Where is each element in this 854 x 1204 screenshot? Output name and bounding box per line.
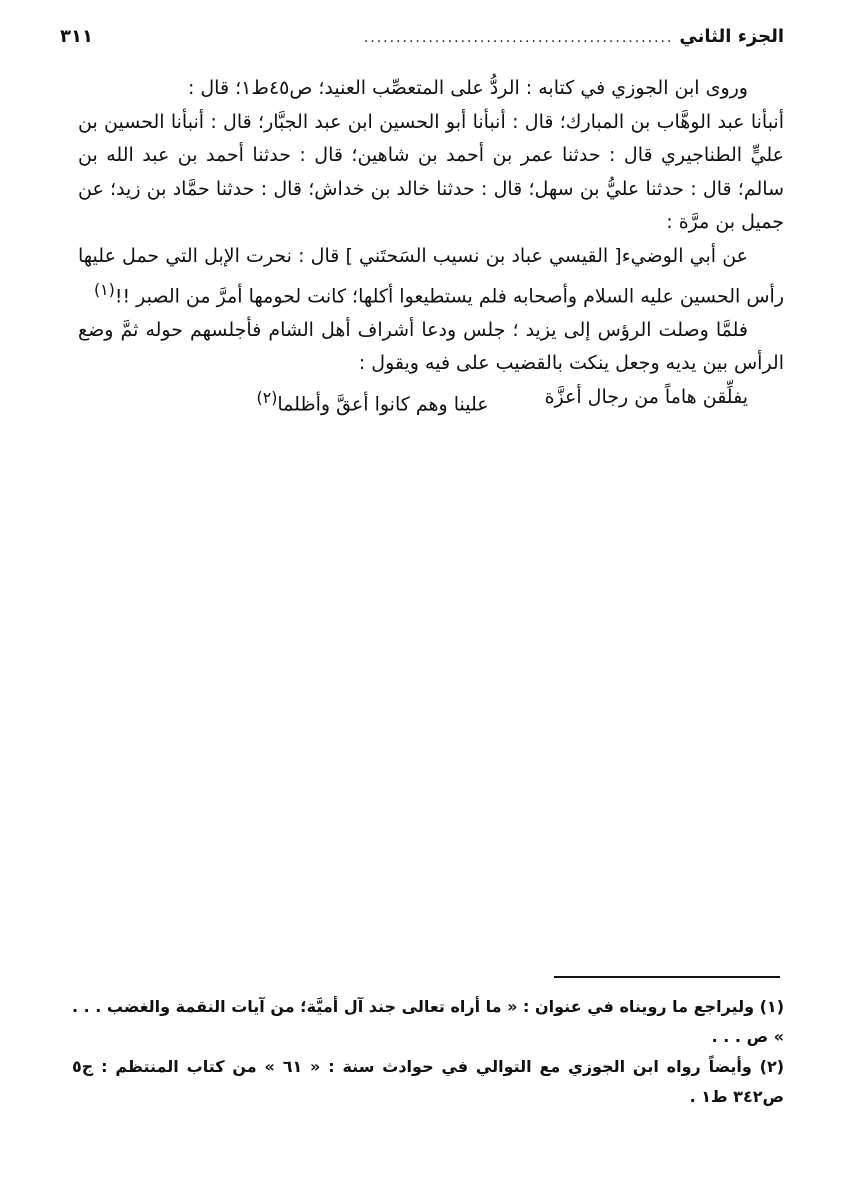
- verse-second-hemistich-text: علينا وهم كانوا أعقَّ وأظلما: [277, 393, 489, 416]
- main-text: [78, 72, 784, 422]
- poetry-verse: [78, 381, 784, 422]
- page-number: ٣١١: [60, 26, 93, 47]
- narration-text: عن أبي الوضيء[ القيسي عباد بن نسيب السَحتَني ] قال : نحرت الإبل التي حمل عليها رأس الحسين عليه السلام وأصحابه فلم يستطيعوا أكلها؛ كانت لحومها أمرَّ من الصبر !!: [78, 244, 784, 308]
- narration-paragraph: [78, 240, 784, 314]
- footnote-ref-1: (١): [93, 280, 115, 299]
- dotted-leader: ................................................: [363, 30, 674, 46]
- page-header: [60, 26, 784, 60]
- footnote-ref-2: (٢): [256, 387, 278, 407]
- footnote-separator: [554, 976, 780, 978]
- arrival-paragraph: فلمَّا وصلت الرؤس إلى يزيد ؛ جلس ودعا أشراف أهل الشام فأجلسهم حوله ثمَّ وضع الرأس بين يديه وجعل ينكت بالقضيب على فيه ويقول :: [78, 318, 784, 375]
- footnote-2: (٢) وأيضاً رواه ابن الجوزي مع التوالي في حوادث سنة : « ٦١ » من كتاب المنتظم : ج٥ ص٣٤٢ ط١ .: [72, 1057, 785, 1106]
- footnote-1: (١) وليراجع ما رويناه في عنوان : « ما أراه تعالى جند آل أميَّة؛ من آيات النقمة والغضب . . . » ص . . .: [71, 997, 784, 1046]
- isnad-paragraph: أنبأنا عبد الوهَّاب بن المبارك؛ قال : أنبأنا أبو الحسين ابن عبد الجبَّار؛ قال : أنبأنا الحسين بن عليٍّ الطناجيري قال : حدثنا عمر بن أحمد بن شاهين؛ قال : حدثنا أحمد بن عبد الله بن سالم؛ قال : حدثنا عليُّ بن سهل؛ قال : حدثنا خالد بن خداش؛ قال : حدثنا حمَّاد بن زيد؛ عن جميل بن مرَّة :: [78, 110, 784, 233]
- verse-first-hemistich: يفلِّقن هاماً من رجال أعزَّة: [544, 385, 748, 408]
- running-title: الجزء الثاني: [679, 26, 784, 47]
- intro-paragraph: وروى ابن الجوزي في كتابه : الردُّ على المتعصِّب العنيد؛ ص٤٥ط١؛ قال :: [187, 77, 748, 99]
- verse-second-hemistich: [257, 381, 489, 422]
- footnotes: [72, 992, 784, 1112]
